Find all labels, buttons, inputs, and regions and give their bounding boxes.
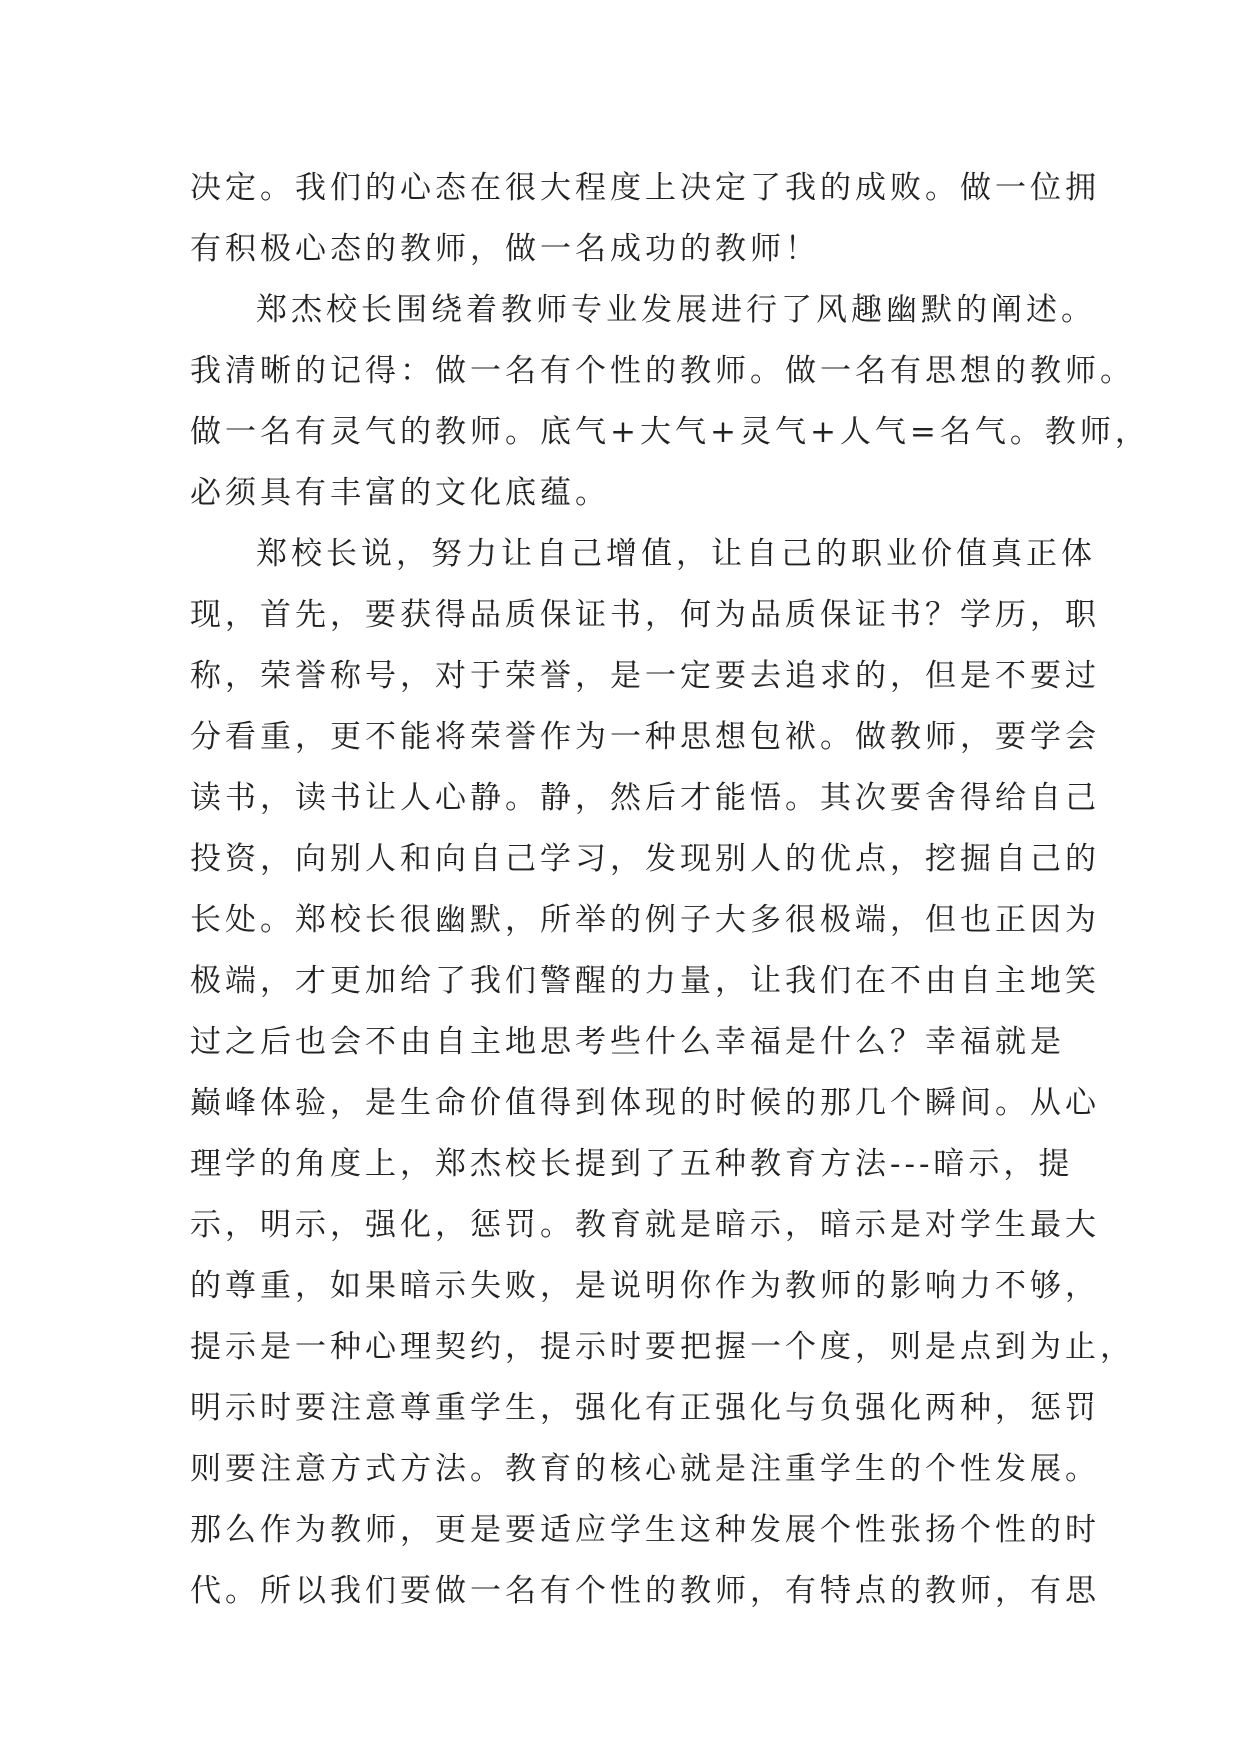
text-line: 提示是一种心理契约，提示时要把握一个度，则是点到为止， bbox=[190, 1329, 1135, 1365]
body-text bbox=[190, 158, 1150, 1622]
paragraph-start-line: 郑校长说，努力让自己增值，让自己的职业价值真正体 bbox=[256, 536, 1096, 572]
text-line: 长处。郑校长很幽默，所举的例子大多很极端，但也正因为 bbox=[190, 902, 1100, 938]
paragraph-start-line: 郑杰校长围绕着教师专业发展进行了风趣幽默的阐述。 bbox=[256, 292, 1096, 328]
text-line: 决定。我们的心态在很大程度上决定了我的成败。做一位拥 bbox=[190, 170, 1100, 206]
text-line: 理学的角度上，郑杰校长提到了五种教育方法---暗示，提 bbox=[190, 1146, 1074, 1182]
text-line: 那么作为教师，更是要适应学生这种发展个性张扬个性的时 bbox=[190, 1512, 1100, 1548]
text-line: 读书，读书让人心静。静，然后才能悟。其次要舍得给自己 bbox=[190, 780, 1100, 816]
text-line: 现，首先，要获得品质保证书，何为品质保证书？学历，职 bbox=[190, 597, 1100, 633]
text-line: 的尊重，如果暗示失败，是说明你作为教师的影响力不够， bbox=[190, 1268, 1100, 1304]
text-line: 极端，才更加给了我们警醒的力量，让我们在不由自主地笑 bbox=[190, 963, 1100, 999]
text-line: 代。所以我们要做一名有个性的教师，有特点的教师，有思 bbox=[190, 1573, 1100, 1609]
text-line: 巅峰体验，是生命价值得到体现的时候的那几个瞬间。从心 bbox=[190, 1085, 1100, 1121]
text-line: 投资，向别人和向自己学习，发现别人的优点，挖掘自己的 bbox=[190, 841, 1100, 877]
text-line: 必须具有丰富的文化底蕴。 bbox=[190, 475, 610, 511]
text-line: 我清晰的记得：做一名有个性的教师。做一名有思想的教师。 bbox=[190, 353, 1135, 389]
text-line: 称，荣誉称号，对于荣誉，是一定要去追求的，但是不要过 bbox=[190, 658, 1100, 694]
text-line: 则要注意方式方法。教育的核心就是注重学生的个性发展。 bbox=[190, 1451, 1100, 1487]
text-line: 过之后也会不由自主地思考些什么幸福是什么？幸福就是 bbox=[190, 1024, 1065, 1060]
text-line: 分看重，更不能将荣誉作为一种思想包袱。做教师，要学会 bbox=[190, 719, 1100, 755]
text-line: 做一名有灵气的教师。底气+大气+灵气+人气=名气。教师， bbox=[190, 414, 1150, 450]
text-line: 示，明示，强化，惩罚。教育就是暗示，暗示是对学生最大 bbox=[190, 1207, 1100, 1243]
text-line: 有积极心态的教师，做一名成功的教师！ bbox=[190, 231, 820, 267]
text-line: 明示时要注意尊重学生，强化有正强化与负强化两种，惩罚 bbox=[190, 1390, 1100, 1426]
